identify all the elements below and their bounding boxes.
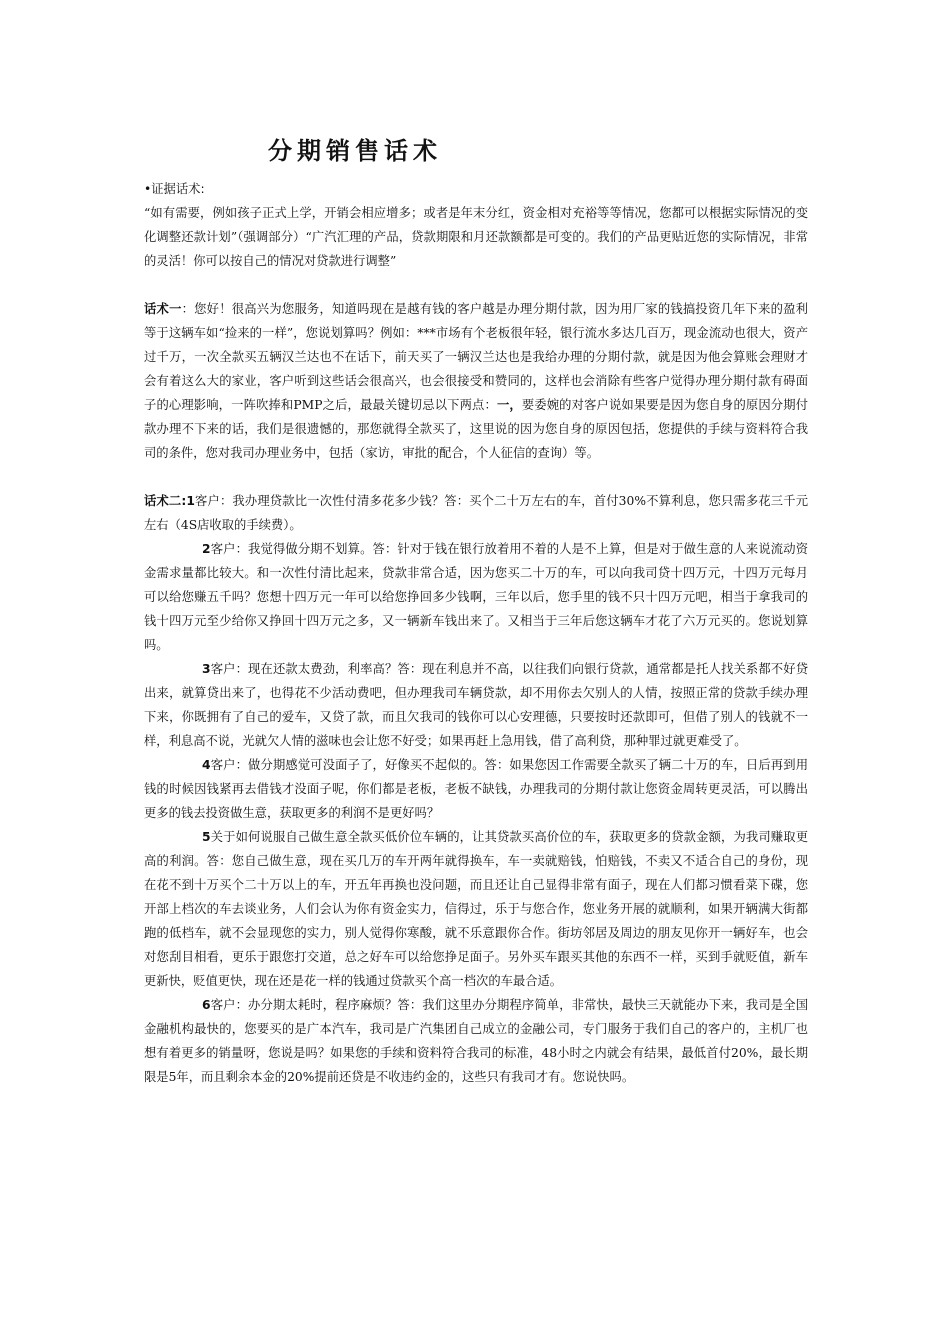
item-text: 客户：做分期感觉可没面子了，好像买不起似的。答：如果您因工作需要全款买了辆二十万的车，日后再到用钱的时候因钱紧再去借钱才没面子呢，你们都是老板，老板不缺钱，办理我司的分期付款让您资金周转更灵活，可以腾出更多的钱去投资做生意，获取更多的利润不是更好吗？ (144, 758, 808, 820)
script-one-label: 话术一 (144, 302, 182, 316)
paragraph-gap (144, 273, 808, 297)
item-text: 客户：我办理贷款比一次性付清多花多少钱？答：买个二十万左右的车，首付30%不算利息，您只需多花三千元左右（4S店收取的手续费）。 (144, 494, 809, 532)
item-text: 客户：我觉得做分期不划算。答：针对于钱在银行放着用不着的人是不上算，但是对于做生意的人来说流动资金需求量都比较大。和一次性付清比起来，贷款非常合适，因为您买二十万的车，可以向我司贷十四万元，十四万元每月可以给您赚五千吗？您想十四万元一年可以给您挣回多少钱啊，三年以后，您手里的钱不只十四万元吧，相当于拿我司的钱十四万元至少给你又挣回十四万元之多，又一辆新车钱出来了。又相当于三年后您这辆车才花了六万元买的。您说划算吗。 (144, 542, 808, 652)
item-text: 关于如何说服自己做生意全款买低价位车辆的，让其贷款买高价位的车，获取更多的贷款金额，为我司赚取更高的利润。答：您自己做生意，现在买几万的车开两年就得换车，车一卖就赔钱，怕赔钱，不卖又不适合自己的身份，现在花不到十万买个二十万以上的车，开五年再换也没问题，而且还让自己显得非常有面子，现在人们都习惯看菜下碟，您开部上档次的车去谈业务，人们会认为你有资金实力，信得过，乐于与您合作，您业务开展的就顺利，如果开辆满大街都跑的低档车，就不会显现您的实力，别人觉得你寒酸，就不乐意跟你合作。街坊邻居及周边的朋友见你开一辆好车，也会对您刮目相看，更乐于跟您打交道，总之好车可以给您挣足面子。另外买车跟买其他的东西不一样，买到手就贬值，新车更新快，贬值更快，现在还是花一样的钱通过贷款买个高一档次的车最合适。 (144, 830, 808, 988)
script-two-item-3 (144, 657, 808, 753)
item-number: 6 (202, 998, 211, 1012)
script-one-paragraph (144, 297, 808, 465)
item-number: 1 (186, 494, 195, 508)
script-two-item-4 (144, 753, 808, 825)
item-text: 客户：现在还款太费劲，利率高？答：现在利息并不高，以往我们向银行贷款，通常都是托人找关系都不好贷出来，就算贷出来了，也得花不少活动费吧，但办理我司车辆贷款，却不用你去欠别人的人情，按照正常的贷款手续办理下来，你既拥有了自己的爱车，又贷了款，而且欠我司的钱你可以心安理德，只要按时还款即可，但借了别人的钱就不一样，利息高不说，光就欠人情的滋味也会让您不好受；如果再赶上急用钱，借了高利贷，那种罪过就更难受了。 (144, 662, 808, 748)
script-two-label: 话术二: (144, 494, 187, 508)
item-number: 2 (202, 542, 211, 556)
paragraph-gap (144, 465, 808, 489)
page-title: 分期销售话术 (268, 137, 442, 165)
script-one-point-text: 要委婉的对客户说如果要是因为您自身的原因分期付款办理不下来的话，我们是很遗憾的，那您就得全款买了，这里说的因为您自身的原因包括，您提供的手续与资料符合我司的条件，您对我司办理业务中，包括（家访，审批的配合，个人征信的查询）等。 (144, 398, 808, 460)
script-one-text: ：您好！很高兴为您服务，知道吗现在是越有钱的客户越是办理分期付款，因为用厂家的钱搞投资几年下来的盈利等于这辆车如“捡来的一样”，您说划算吗？例如：***市场有个老板很年轻，银行流水多达几百万，现金流动也很大，资产过千万，一次全款买五辆汉兰达也不在话下，前天买了一辆汉兰达也是我给办理的分期付款，就是因为他会算账会理财才会有着这么大的家业，客户听到这些话会很高兴，也会很接受和赞同的，这样也会消除有些客户觉得办理分期付款有碍面子的心理影响，一阵吹捧和PMP之后，最最关键切忌以下两点： (144, 302, 808, 412)
script-two-item-6 (144, 993, 808, 1089)
item-number: 3 (202, 662, 211, 676)
document-body (144, 177, 808, 1089)
evidence-paragraph: “如有需要，例如孩子正式上学，开销会相应增多；或者是年末分红，资金相对充裕等等情况，您都可以根据实际情况的变化调整还款计划”（强调部分）“广汽汇理的产品，贷款期限和月还款额都是可变的。我们的产品更贴近您的实际情况，非常的灵活！你可以按自己的情况对贷款进行调整” (144, 206, 808, 268)
script-two-item-2 (144, 537, 808, 657)
evidence-heading (144, 177, 808, 201)
item-text: 客户：办分期太耗时，程序麻烦？答：我们这里办分期程序简单，非常快，最快三天就能办下来，我司是全国金融机构最快的，您要买的是广本汽车，我司是广汽集团自己成立的金融公司，专门服务于我们自己的客户的，主机厂也想有着更多的销量呀，您说是吗？如果您的手续和资料符合我司的标准，48小时之内就会有结果，最低首付20%，最长期限是5年，而且剩余本金的20%提前还贷是不收违约金的，这些只有我司才有。您说快吗。 (144, 998, 808, 1084)
script-two-item-5 (144, 825, 808, 993)
item-number: 4 (202, 758, 211, 772)
item-number: 5 (202, 830, 211, 844)
script-two-item-1 (144, 489, 808, 537)
evidence-label: •证据话术: (144, 182, 205, 196)
script-one-point-label: 一， (496, 398, 522, 412)
